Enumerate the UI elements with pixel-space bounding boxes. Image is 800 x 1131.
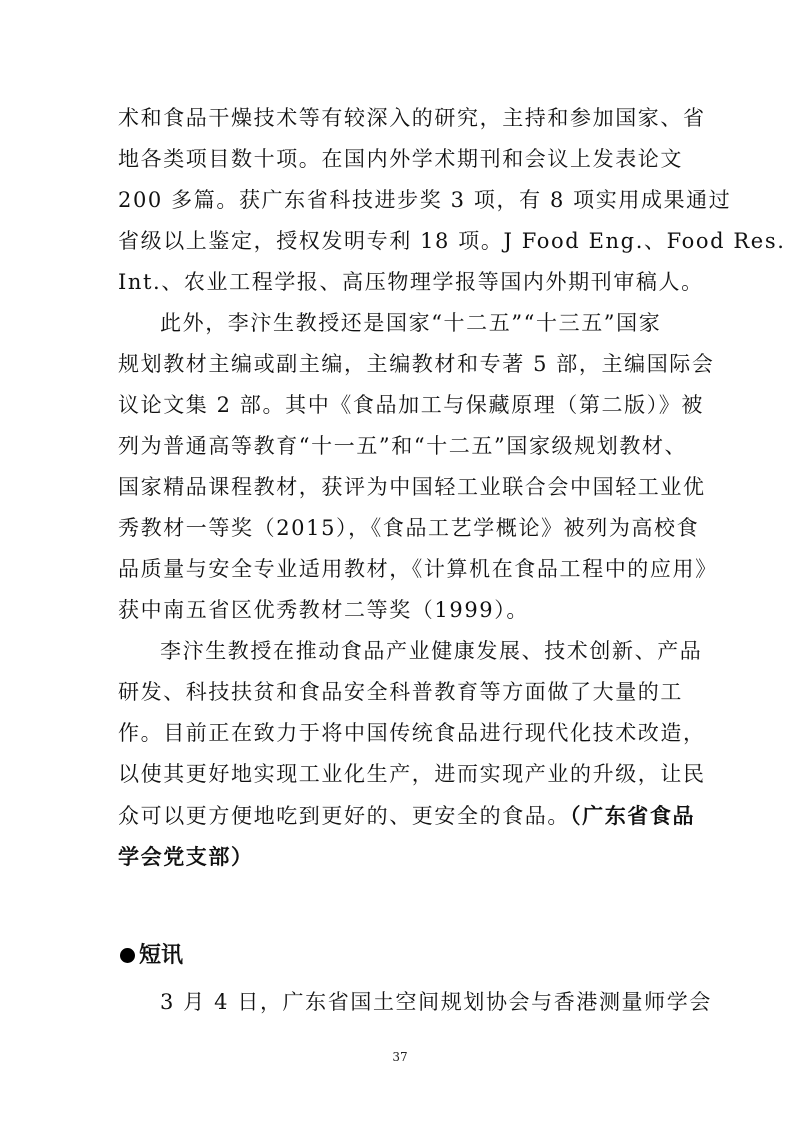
text-line: 此外，李汴生教授还是国家“十二五”“十三五”国家 — [160, 311, 662, 335]
text-line: 200 多篇。获广东省科技进步奖 3 项，有 8 项实用成果通过 — [118, 188, 732, 212]
brief-first-line: 3 月 4 日，广东省国土空间规划协会与香港测量师学会 — [160, 990, 712, 1014]
text-line: 议论文集 2 部。其中《食品加工与保藏原理（第二版）》被 — [118, 393, 705, 417]
text-line — [118, 795, 696, 836]
section-heading-label: 短讯 — [139, 942, 184, 968]
text-line: 秀教材一等奖（2015），《食品工艺学概论》被列为高校食 — [118, 516, 700, 540]
text-line: 获中南五省区优秀教材二等奖（1999）。 — [118, 598, 529, 622]
section-heading-brief — [118, 935, 183, 976]
paragraph-textbooks — [118, 303, 718, 631]
text-line: 品质量与安全专业适用教材，《计算机在食品工程中的应用》 — [118, 557, 718, 581]
text-line: 李汴生教授在推动食品产业健康发展、技术创新、产品 — [160, 639, 703, 663]
text-line: 以使其更好地实现工业化生产，进而实现产业的升级，让民 — [118, 762, 706, 786]
text-line: 规划教材主编或副主编，主编教材和专著 5 部，主编国际会 — [118, 352, 715, 376]
page-number: 37 — [392, 1050, 408, 1064]
article-body — [118, 98, 786, 877]
text-line: 研发、科技扶贫和食品安全科普教育等方面做了大量的工 — [118, 680, 683, 704]
source-attribution: （广东省食品 — [570, 803, 696, 828]
text-line: Int.、农业工程学报、高压物理学报等国内外期刊审稿人。 — [118, 270, 704, 294]
text-line: 作。目前正在致力于将中国传统食品进行现代化技术改造， — [118, 721, 706, 745]
text-line: 术和食品干燥技术等有较深入的研究，主持和参加国家、省 — [118, 106, 706, 130]
paragraph-research — [118, 98, 786, 303]
text-line: 省级以上鉴定，授权发明专利 18 项。J Food Eng.、Food Res. — [118, 229, 786, 253]
text-line: 国家精品课程教材，获评为中国轻工业联合会中国轻工业优 — [118, 475, 706, 499]
text-line: 地各类项目数十项。在国内外学术期刊和会议上发表论文 — [118, 147, 683, 171]
text-line: 列为普通高等教育“十一五”和“十二五”国家级规划教材、 — [118, 434, 688, 458]
source-attribution-cont: 学会党支部） — [118, 844, 254, 869]
text-span: 众可以更方便地吃到更好的、更安全的食品。 — [118, 804, 570, 828]
paragraph-industry — [118, 631, 706, 877]
bullet-icon — [120, 948, 135, 963]
